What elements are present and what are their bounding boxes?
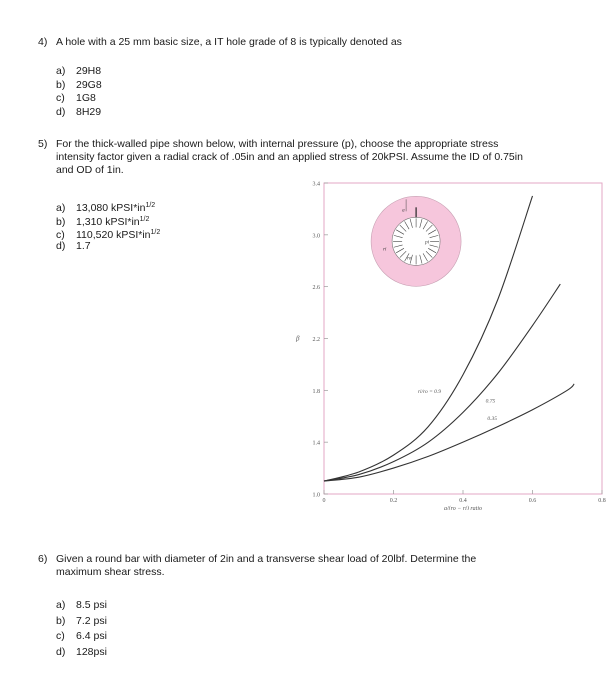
- q6-option-b: [56, 615, 107, 628]
- option-letter: b): [56, 78, 66, 91]
- y-tick-label: 2.2: [312, 337, 320, 343]
- plot-frame: [324, 183, 602, 494]
- option-letter: c): [56, 92, 65, 104]
- option-letter: a): [56, 202, 66, 214]
- x-tick-label: 0.6: [528, 498, 537, 504]
- question-4-text: A hole with a 25 mm basic size, a IT hole grade of 8 is typically denoted as: [56, 36, 402, 48]
- x-tick-label: 0.2: [389, 498, 398, 504]
- q6-option-c: [56, 630, 107, 643]
- option-letter: d): [56, 105, 66, 118]
- option-text: 110,520 kPSI*in: [76, 229, 151, 241]
- x-tick-label: 0: [322, 498, 326, 504]
- inset-label-ri: ri: [383, 247, 387, 253]
- option-letter: b): [56, 614, 66, 627]
- q4-option-d: [56, 106, 101, 119]
- option-letter: a): [56, 599, 66, 611]
- x-tick-label: 0.8: [598, 498, 606, 504]
- option-text: 8H29: [76, 105, 102, 118]
- option-letter: d): [56, 645, 66, 658]
- option-text: 1G8: [76, 92, 96, 104]
- option-text: 7.2 psi: [76, 614, 107, 627]
- option-text: 29H8: [76, 65, 102, 77]
- q4-option-c: [56, 92, 96, 105]
- question-6-text-line-1: Given a round bar with diameter of 2in and a transverse shear load of 20lbf. Determine the: [56, 553, 477, 565]
- option-letter: c): [56, 630, 65, 642]
- question-4-number: 4): [38, 36, 48, 48]
- question-6-number: 6): [38, 553, 48, 565]
- option-text: 6.4 psi: [76, 630, 107, 642]
- question-5-text-line-3: and OD of 1in.: [56, 164, 124, 176]
- y-tick-label: 3.4: [312, 181, 320, 188]
- option-text: 13,080 kPSI*in: [76, 202, 146, 214]
- y-axis-label: β: [296, 334, 300, 343]
- question-5-text-line-2: intensity factor given a radial crack of .05in and an applied stress of 20kPSI. Assume the ID of 0.75in: [56, 151, 523, 163]
- q6-option-a: [56, 599, 107, 612]
- option-text: 8.5 psi: [76, 599, 107, 611]
- option-text: 128psi: [76, 645, 107, 658]
- option-text: 1,310 kPSI*in: [76, 215, 140, 228]
- option-letter: b): [56, 215, 66, 228]
- option-text: 29G8: [76, 78, 102, 91]
- x-axis-label: a/(ro − ri) ratio: [444, 506, 482, 510]
- option-text: 1.7: [76, 239, 91, 252]
- option-letter: d): [56, 239, 66, 252]
- question-6-text-line-2: maximum shear stress.: [56, 566, 165, 578]
- option-letter: c): [56, 229, 65, 241]
- q4-option-a: [56, 65, 101, 78]
- x-tick-label: 0.4: [459, 498, 467, 504]
- series-label-0: ri/ro = 0.9: [417, 388, 442, 395]
- series-label-1: 0.75: [485, 398, 496, 405]
- option-exponent: 1/2: [150, 229, 161, 236]
- y-tick-label: 1.0: [312, 492, 320, 499]
- question-5-text-line-1: For the thick-walled pipe shown below, with internal pressure (p), choose the appropriate stress: [56, 138, 499, 150]
- stress-intensity-chart: [288, 178, 607, 510]
- option-exponent: 1/2: [145, 202, 156, 209]
- option-exponent: 1/2: [139, 215, 150, 223]
- y-tick-label: 1.8: [312, 388, 320, 395]
- question-5-number: 5): [38, 138, 48, 150]
- q5-option-d: [56, 240, 91, 253]
- option-letter: a): [56, 65, 66, 77]
- q4-option-b: [56, 79, 102, 92]
- y-tick-label: 2.6: [312, 285, 320, 292]
- q6-option-d: [56, 646, 107, 659]
- series-label-2: 0.35: [487, 416, 497, 423]
- y-tick-label: 3.0: [312, 233, 320, 240]
- inset-label-ro: ro: [407, 256, 412, 262]
- y-tick-label: 1.4: [312, 440, 320, 447]
- inset-label-a: a: [402, 208, 405, 214]
- chart-svg: [288, 178, 607, 510]
- inset-label-pi: pi: [425, 240, 429, 246]
